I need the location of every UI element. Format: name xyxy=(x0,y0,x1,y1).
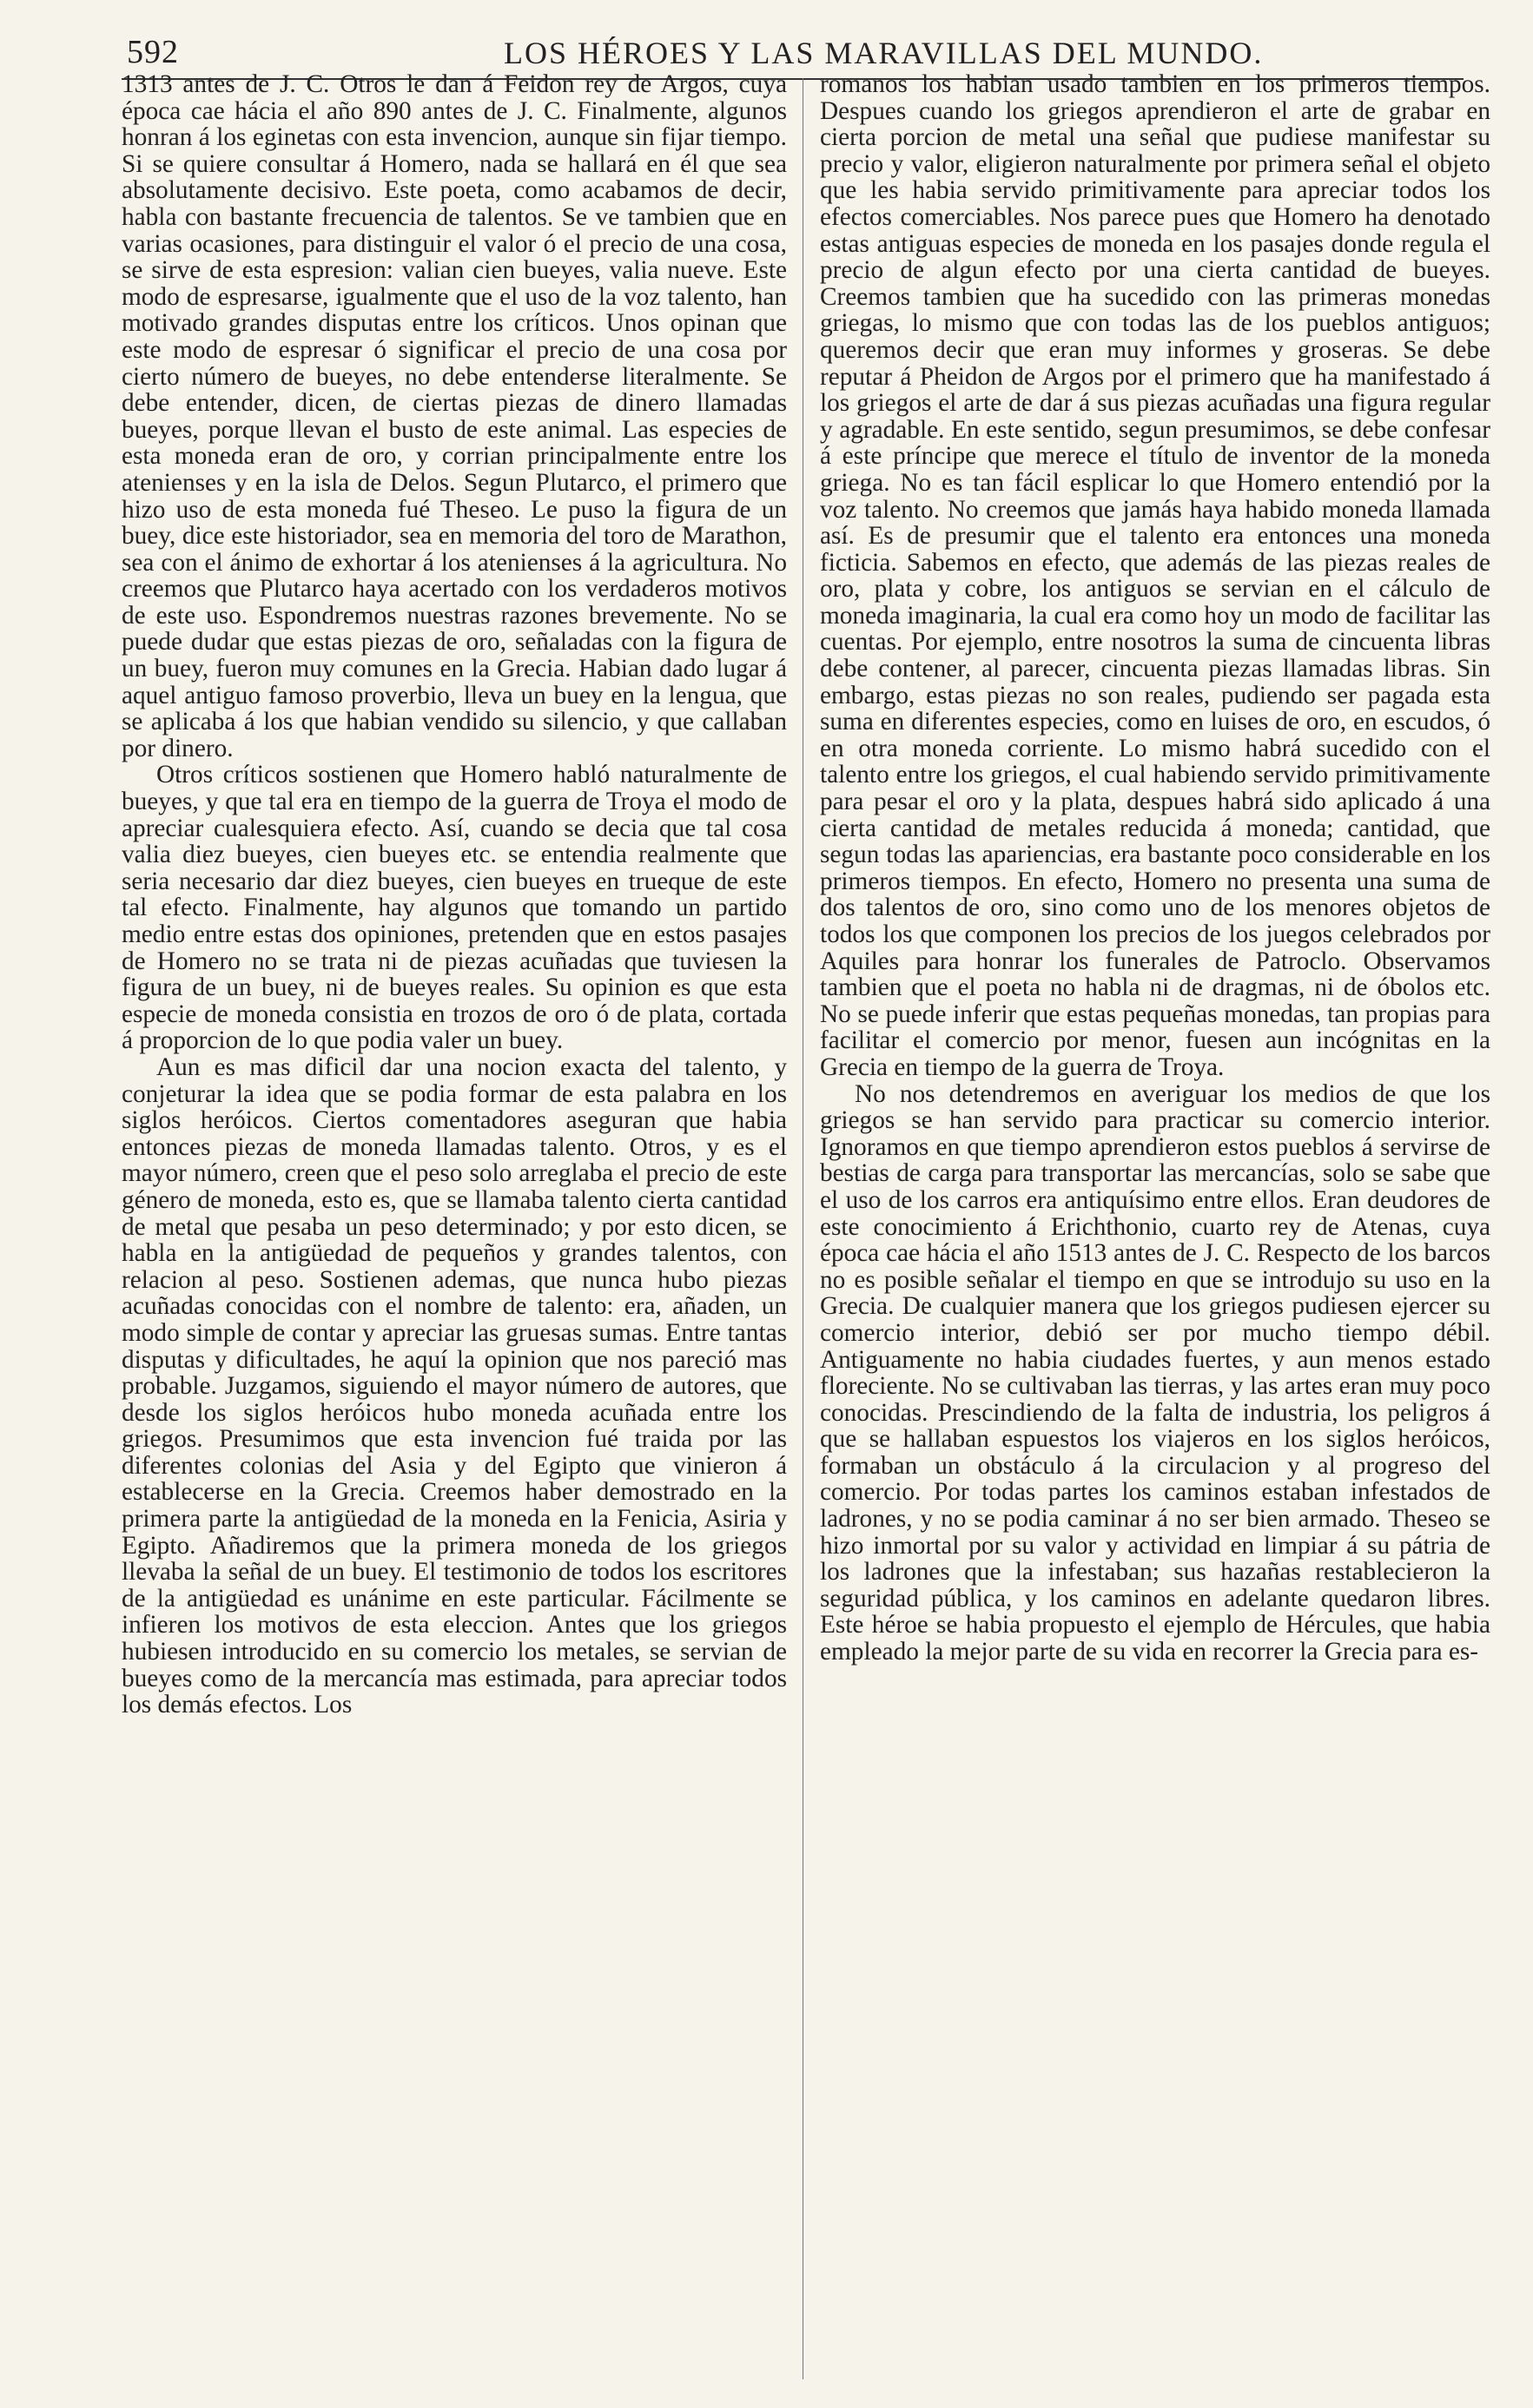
paragraph: No nos detendremos en averiguar los medios de que los griegos se han servido para practicar su comercio interior. Ignoramos en que tiempo aprendieron estos pueblos á servirse de bestias de carga para transportar las mercancías, solo se sabe que el uso de los carros era antiquísimo entre ellos. Eran deudores de este conocimiento á Erichthonio, cuarto rey de Atenas, cuya época cae hácia el año 1513 antes de J. C. Respecto de los barcos no es posible señalar el tiempo en que se introdujo su uso en la Grecia. De cualquier manera que los griegos pudiesen ejercer su comercio interior, debió ser por mucho tiempo débil. Antiguamente no habia ciudades fuertes, y aun menos estado floreciente. No se cultivaban las tierras, y las artes eran muy poco conocidas. Prescindiendo de la falta de industria, los peligros á que se hallaban espuestos los viajeros en los siglos heróicos, formaban un obstáculo á la circulacion y al progreso del comercio. Por todas partes los caminos estaban infestados de ladrones, y no se podia caminar á no ser bien armado. Theseo se hizo inmortal por su valor y actividad en limpiar á su pátria de los ladrones que la infestaban; sus hazañas restablecieron la seguridad pública, y los caminos en adelante quedaron libres. Este héroe se habia propuesto el ejemplo de Hércules, que habia empleado la mejor parte de su vida en recorrer la Grecia para es- xyxy=(820,1079,1490,1666)
paragraph: romanos los habian usado tambien en los primeros tiempos. Despues cuando los griegos aprendieron el arte de grabar en cierta porcion de metal una señal que pudiese manifestar su precio y valor, eligieron naturalmente por primera señal el objeto que les habia servido primitivamente para apreciar todos los efectos comerciables. Nos parece pues que Homero ha denotado estas antiguas especies de moneda en los pasajes donde regula el precio de algun efecto por una cierta cantidad de bueyes. Creemos tambien que ha sucedido con las primeras monedas griegas, lo mismo que con todas las de los pueblos antiguos; queremos decir que eran muy informes y groseras. Se debe reputar á Pheidon de Argos por el primero que ha manifestado á los griegos el arte de dar á sus piezas acuñadas una figura regular y agradable. En este sentido, segun presumimos, se debe confesar á este príncipe que merece el título de inventor de la moneda griega. No es tan fácil esplicar lo que Homero entendió por la voz talento. No creemos que jamás haya habido moneda llamada así. Es de presumir que el talento era entonces una moneda ficticia. Sabemos en efecto, que además de las piezas reales de oro, plata y cobre, los antiguos se servian en el cálculo de moneda imaginaria, la cual era como hoy un modo de facilitar las cuentas. Por ejemplo, entre nosotros la suma de cincuenta libras debe contener, al parecer, cincuenta piezas llamadas libras. Sin embargo, estas piezas no son reales, pudiendo ser pagada esta suma en diferentes especies, como en luises de oro, en escudos, ó en otra moneda corriente. Lo mismo habrá sucedido con el talento entre los griegos, el cual habiendo servido primitivamente para pesar el oro y la plata, despues habrá sido aplicado á una cierta cantidad de metales reducida á moneda; cantidad, que segun todas las apariencias, era bastante poco considerable en los primeros tiempos. En efecto, Homero no presenta una suma de dos talentos de oro, sino como uno de los menores objetos de todos los que componen los precios de los juegos celebrados por Aquiles para honrar los funerales de Patroclo. Observamos tambien que el poeta no habla ni de dragmas, ni de óbolos etc. No se puede inferir que estas pequeñas monedas, tan propias para facilitar el comercio por menor, fuesen aun incógnitas en la Grecia en tiempo de la guerra de Troya. xyxy=(820,70,1490,1081)
paragraph: Otros críticos sostienen que Homero habló naturalmente de bueyes, y que tal era en tiempo de la guerra de Troya el modo de apreciar cualesquiera efecto. Así, cuando se decia que tal cosa valia diez bueyes, cien bueyes etc. se entendia realmente que seria necesario dar diez bueyes, cien bueyes en trueque de este tal efecto. Finalmente, hay algunos que tomando un partido medio entre estas dos opiniones, pretenden que en estos pasajes de Homero no se trata ni de piezas acuñadas que tuviesen la figura de un buey, ni de bueyes reales. Su opinion es que esta especie de moneda consistia en trozos de oro ó de plata, cortada á proporcion de lo que podia valer un buey. xyxy=(122,761,787,1055)
running-title: LOS HÉROES Y LAS MARAVILLAS DEL MUNDO. xyxy=(504,36,1264,70)
page-number: 592 xyxy=(127,34,179,70)
right-column xyxy=(820,71,1490,1666)
left-column xyxy=(122,71,787,1719)
paragraph: Aun es mas dificil dar una nocion exacta del talento, y conjeturar la idea que se podia formar de esta palabra en los siglos heróicos. Ciertos comentadores aseguran que habia entonces piezas de moneda llamadas talento. Otros, y es el mayor número, creen que el peso solo arreglaba el precio de este género de moneda, esto es, que se llamaba talento cierta cantidad de metal que pesaba un peso determinado; y por esto dicen, se habla en la antigüedad de pequeños y grandes talentos, con relacion al peso. Sostienen ademas, que nunca hubo piezas acuñadas conocidas con el nombre de talento: era, añaden, un modo simple de contar y apreciar las gruesas sumas. Entre tantas disputas y dificultades, he aquí la opinion que nos pareció mas probable. Juzgamos, siguiendo el mayor número de autores, que desde los siglos heróicos hubo moneda acuñada entre los griegos. Presumimos que esta invencion fué traida por las diferentes colonias del Asia y del Egipto que vinieron á establecerse en la Grecia. Creemos haber demostrado en la primera parte la antigüedad de la moneda en la Fenicia, Asiria y Egipto. Añadiremos que la primera moneda de los griegos llevaba la señal de un buey. El testimonio de todos los escritores de la antigüedad es unánime en este particular. Fácilmente se infieren los motivos de esta eleccion. Antes que los griegos hubiesen introducido en su comercio los metales, se servian de bueyes como de la mercancía mas estimada, para apreciar todos los demás efectos. Los xyxy=(122,1052,787,1719)
paragraph: 1313 antes de J. C. Otros le dan á Feidon rey de Argos, cuya época cae hácia el año 890 antes de J. C. Finalmente, algunos honran á los eginetas con esta invencion, aunque sin fijar tiempo. Si se quiere consultar á Homero, nada se hallará en él que sea absolutamente decisivo. Este poeta, como acabamos de decir, habla con bastante frecuencia de talentos. Se ve tambien que en varias ocasiones, para distinguir el valor ó el precio de una cosa, se sirve de esta espresion: valian cien bueyes, valia nueve. Este modo de espresarse, igualmente que el uso de la voz talento, han motivado grandes disputas entre los críticos. Unos opinan que este modo de espresar ó significar el precio de una cosa por cierto número de bueyes, no debe entenderse literalmente. Se debe entender, dicen, de ciertas piezas de dinero llamadas bueyes, porque llevan el busto de este animal. Las especies de esta moneda eran de oro, y corrian principalmente entre los atenienses y en la isla de Delos. Segun Plutarco, el primero que hizo uso de esta moneda fué Theseo. Le puso la figura de un buey, dice este historiador, sea en memoria del toro de Marathon, sea con el ánimo de exhortar á los atenienses á la agricultura. No creemos que Plutarco haya acertado con los verdaderos motivos de este uso. Espondremos nuestras razones brevemente. No se puede dudar que estas piezas de oro, señaladas con la figura de un buey, fueron muy comunes en la Grecia. Habian dado lugar á aquel antiguo famoso proverbio, lleva un buey en la lengua, que se aplicaba á los que habian vendido su silencio, y que callaban por dinero. xyxy=(122,70,787,762)
